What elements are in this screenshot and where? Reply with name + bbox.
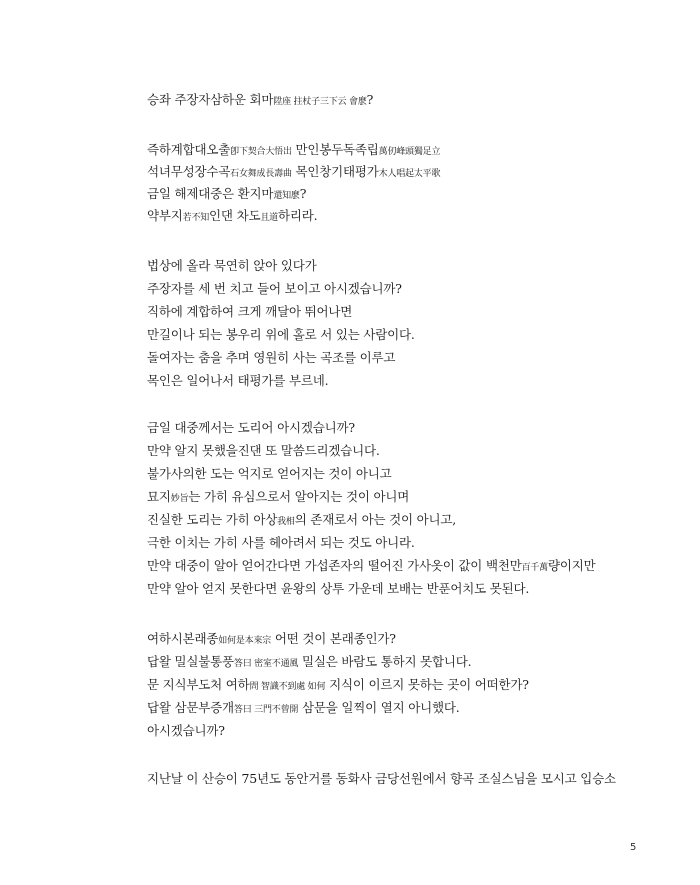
text-line: 묘지妙旨는 가히 유심으로서 알아지는 것이 아니며 bbox=[147, 489, 410, 504]
text-line: 금일 해제대중은 환지마還知麽? bbox=[147, 186, 307, 201]
text-line: 만약 알아 얻지 못한다면 윤왕의 상투 가운데 보배는 반푼어치도 못된다. bbox=[147, 581, 530, 596]
text-line: 지난날 이 산승이 75년도 동안거를 동화사 금당선원에서 향곡 조실스님을 모시고 입승소 bbox=[147, 771, 616, 786]
text-line: 금일 대중께서는 도리어 아시겠습니까? bbox=[147, 420, 355, 435]
text-line: 만길이나 되는 봉우리 위에 홀로 서 있는 사람이다. bbox=[147, 327, 415, 342]
text-line: 목인은 일어나서 태평가를 부르네. bbox=[147, 373, 329, 388]
page-number: 5 bbox=[630, 842, 637, 853]
text-line: 불가사의한 도는 억지로 얻어지는 것이 아니고 bbox=[147, 466, 392, 481]
text-line: 진실한 도리는 가히 아상我相의 존재로서 아는 것이 아니고, bbox=[147, 512, 457, 527]
text-line: 약부지若不知인댄 차도且道하리라. bbox=[147, 208, 318, 223]
text-line: 여하시본래종如何是本來宗 어떤 것이 본래종인가? bbox=[147, 631, 396, 646]
text-line: 직하에 계합하여 크게 깨달아 뛰어나면 bbox=[147, 304, 353, 319]
text-line: 석녀무성장수곡石女舞成長壽曲 목인창기태평가木人唱起太平歌 bbox=[147, 164, 441, 179]
text-line: 승좌 주장자삼하운 회마陞座 拄杖子三下云 會麽? bbox=[147, 92, 374, 107]
text-line: 답왈 삼문부증개答曰 三門不曾開 삼문을 일찍이 열지 아니했다. bbox=[147, 700, 460, 715]
text-line: 만약 알지 못했을진댄 또 말씀드리겠습니다. bbox=[147, 443, 380, 458]
text-line: 문 지식부도처 여하問 智識不到處 如何 지식이 이르지 못하는 곳이 어떠한가? bbox=[147, 677, 529, 692]
text-line: 즉하계합대오출卽下契合大悟出 만인봉두독족립萬仞峰頭獨足立 bbox=[147, 142, 441, 157]
text-line: 극한 이치는 가히 사를 헤아려서 되는 것도 아니라. bbox=[147, 535, 415, 550]
text-line: 법상에 올라 묵연히 앉아 있다가 bbox=[147, 258, 317, 273]
text-line: 주장자를 세 번 치고 들어 보이고 아시겠습니까? bbox=[147, 281, 402, 296]
text-line: 돌여자는 춤을 추며 영원히 사는 곡조를 이루고 bbox=[147, 350, 396, 365]
text-line: 답왈 밀실불통풍答曰 密室不通風 밀실은 바람도 통하지 못합니다. bbox=[147, 654, 472, 669]
text-line: 만약 대중이 알아 얻어간다면 가섭존자의 떨어진 가사옷이 값이 백천만百千萬량이지만 bbox=[147, 558, 596, 573]
text-line: 아시겠습니까? bbox=[147, 723, 225, 738]
